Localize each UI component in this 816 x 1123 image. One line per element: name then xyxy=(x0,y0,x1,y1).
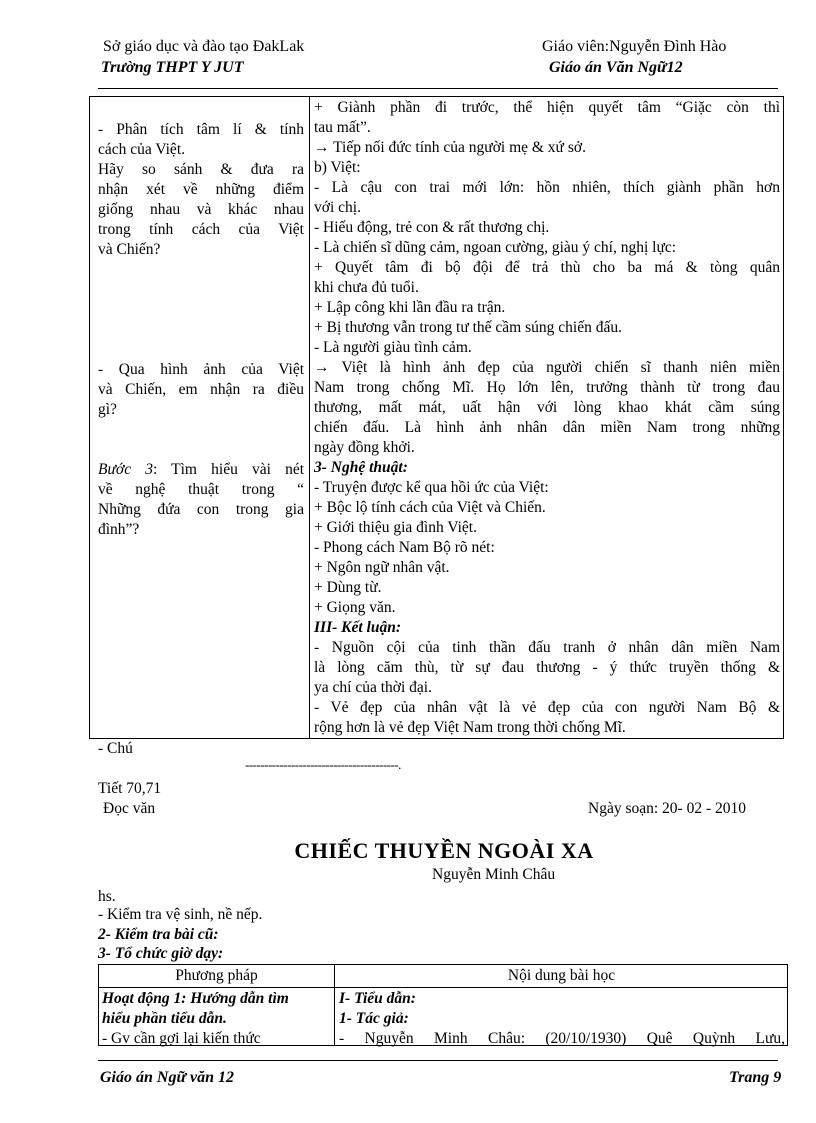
page-number: Trang 9 xyxy=(729,1069,782,1086)
step-heading: 3- Tổ chức giờ dạy: xyxy=(98,945,224,962)
content-line: chiến đấu. Là hình ảnh nhân dân miền Nam trong những xyxy=(314,419,780,436)
header-teacher: Giáo viên:Nguyễn Đình Hào xyxy=(542,38,727,55)
content-line: với chị. xyxy=(314,199,361,216)
content-line: + Bộc lộ tính cách của Việt và Chiến. xyxy=(314,499,546,516)
header-subject: Giáo án Văn Ngữ12 xyxy=(549,59,683,76)
separator: ----------------------------------------. xyxy=(245,757,401,772)
step-check: - Kiểm tra vệ sinh, nề nếp. xyxy=(98,906,263,923)
question-line: về nghệ thuật trong “ xyxy=(98,481,304,498)
question-line: cách của Việt. xyxy=(98,141,185,158)
content-line: - Là người giàu tình cảm. xyxy=(314,339,472,356)
question-line: gì? xyxy=(98,401,117,418)
content-line: ya chí của thời đại. xyxy=(314,679,432,696)
question-line: Những đứa con trong gia xyxy=(98,501,304,518)
column-divider xyxy=(309,97,310,738)
lesson-title: CHIẾC THUYỀN NGOÀI XA xyxy=(294,838,594,863)
step-heading: 2- Kiểm tra bài cũ: xyxy=(98,926,219,943)
content-line: + Lập công khi lần đầu ra trận. xyxy=(314,299,506,316)
content-column xyxy=(314,98,780,738)
content-line: ngày đồng khởi. xyxy=(314,439,415,456)
activity-heading: Hoạt động 1: Hướng dẫn tìm xyxy=(102,990,289,1007)
content-line: - Phong cách Nam Bộ rõ nét: xyxy=(314,539,495,556)
question-line: đình”? xyxy=(98,521,140,538)
content-line: - Truyện được kể qua hồi ức của Việt: xyxy=(314,479,549,496)
question-line: và Chiến? xyxy=(98,241,161,258)
question-line: giống nhau và khác nhau xyxy=(98,201,304,218)
content-line: + Ngôn ngữ nhân vật. xyxy=(314,559,450,576)
step-label: Bước 3 xyxy=(98,461,153,478)
content-line: + Quyết tâm đi bộ đội để trả thù cho ba má & tòng quân xyxy=(314,259,780,276)
content-line: - Nguồn cội của tinh thần đấu tranh ở nhân dân miền Nam xyxy=(314,639,780,656)
content-line: + Dùng từ. xyxy=(314,579,382,596)
header-school: Trường THPT Y JUT xyxy=(101,59,244,76)
question-line: - Qua hình ảnh của Việt xyxy=(98,361,304,378)
question-line: Hãy so sánh & đưa ra xyxy=(98,161,304,178)
content-line: → Việt là hình ảnh đẹp của người chiến sĩ thanh niên miền xyxy=(314,359,780,376)
note-text: - Chú xyxy=(98,740,133,757)
section-heading: I- Tiểu dẫn: xyxy=(339,990,416,1007)
question-line: và Chiến, em nhận ra điều xyxy=(98,381,304,398)
footer-title: Giáo án Ngữ văn 12 xyxy=(100,1069,235,1086)
content-line: khi chưa đủ tuổi. xyxy=(314,279,419,296)
method-column xyxy=(98,100,304,540)
content-line: + Giọng văn. xyxy=(314,599,396,616)
content-line: - Hiếu động, trẻ con & rất thương chị. xyxy=(314,219,550,236)
activity-line: - Gv cần gợi lại kiến thức xyxy=(102,1030,261,1047)
content-cell xyxy=(339,989,785,1049)
content-line: b) Việt: xyxy=(314,159,361,176)
section-heading: III- Kết luận: xyxy=(314,619,401,636)
lesson-table-continued xyxy=(89,96,784,739)
content-line: thương, mất mát, uất hận với lòng khao khát cầm súng xyxy=(314,399,780,416)
lesson-number: Tiết 70,71 xyxy=(98,780,162,797)
question-line: nhận xét về những điểm xyxy=(98,181,304,198)
activity-heading: hiểu phần tiểu dẫn. xyxy=(102,1010,227,1027)
footer-rule xyxy=(98,1060,778,1061)
content-line: là lòng căm thù, từ sự đau thương - ý thức truyền thống & xyxy=(314,659,780,676)
question-line: - Phân tích tâm lí & tính xyxy=(98,121,304,138)
column-header-content: Nội dung bài học xyxy=(507,967,616,984)
content-line: - Là chiến sĩ dũng cảm, ngoan cường, giàu ý chí, nghị lực: xyxy=(314,239,677,256)
section-heading: 3- Nghệ thuật: xyxy=(314,459,408,476)
content-line: rộng hơn là vẻ đẹp Việt Nam trong thời chống Mĩ. xyxy=(314,719,626,736)
content-line: - Là cậu con trai mới lớn: hồn nhiên, thích giành phần hơn xyxy=(314,179,780,196)
content-line: + Giới thiệu gia đình Việt. xyxy=(314,519,477,536)
header-row-rule xyxy=(99,987,787,988)
lesson-author: Nguyễn Minh Châu xyxy=(432,866,556,883)
note-text: hs. xyxy=(98,888,116,905)
column-header-method: Phương pháp xyxy=(175,967,258,984)
content-line: tau mất”. xyxy=(314,119,371,136)
question-line: trong tính cách của Việt xyxy=(98,221,304,238)
lesson-table xyxy=(98,964,788,1046)
step-text: : Tìm hiểu vài nét xyxy=(152,461,304,478)
method-cell xyxy=(102,989,330,1049)
content-line: + Giành phần đi trước, thể hiện quyết tâm “Giặc còn thì xyxy=(314,99,780,116)
prepare-date: Ngày soạn: 20- 02 - 2010 xyxy=(588,800,746,817)
content-line: - Vẻ đẹp của nhân vật là vẻ đẹp của con người Nam Bộ & xyxy=(314,699,780,716)
header-department: Sở giáo dục và đào tạo ĐakLak xyxy=(103,38,305,55)
content-line: + Bị thương vẫn trong tư thế cầm súng chiến đấu. xyxy=(314,319,622,336)
header-rule xyxy=(98,88,778,89)
content-line: → Tiếp nối đức tính của người mẹ & xứ sở. xyxy=(314,139,586,156)
content-line: Nam trong chống Mĩ. Họ lớn lên, trưởng thành từ trong đau xyxy=(314,379,780,396)
question-line xyxy=(98,460,304,480)
section-heading: 1- Tác giả: xyxy=(339,1010,409,1027)
lesson-category: Đọc văn xyxy=(103,800,156,817)
content-line: - Nguyễn Minh Châu: (20/10/1930) Quê Quỳnh Lưu, xyxy=(339,1030,785,1047)
